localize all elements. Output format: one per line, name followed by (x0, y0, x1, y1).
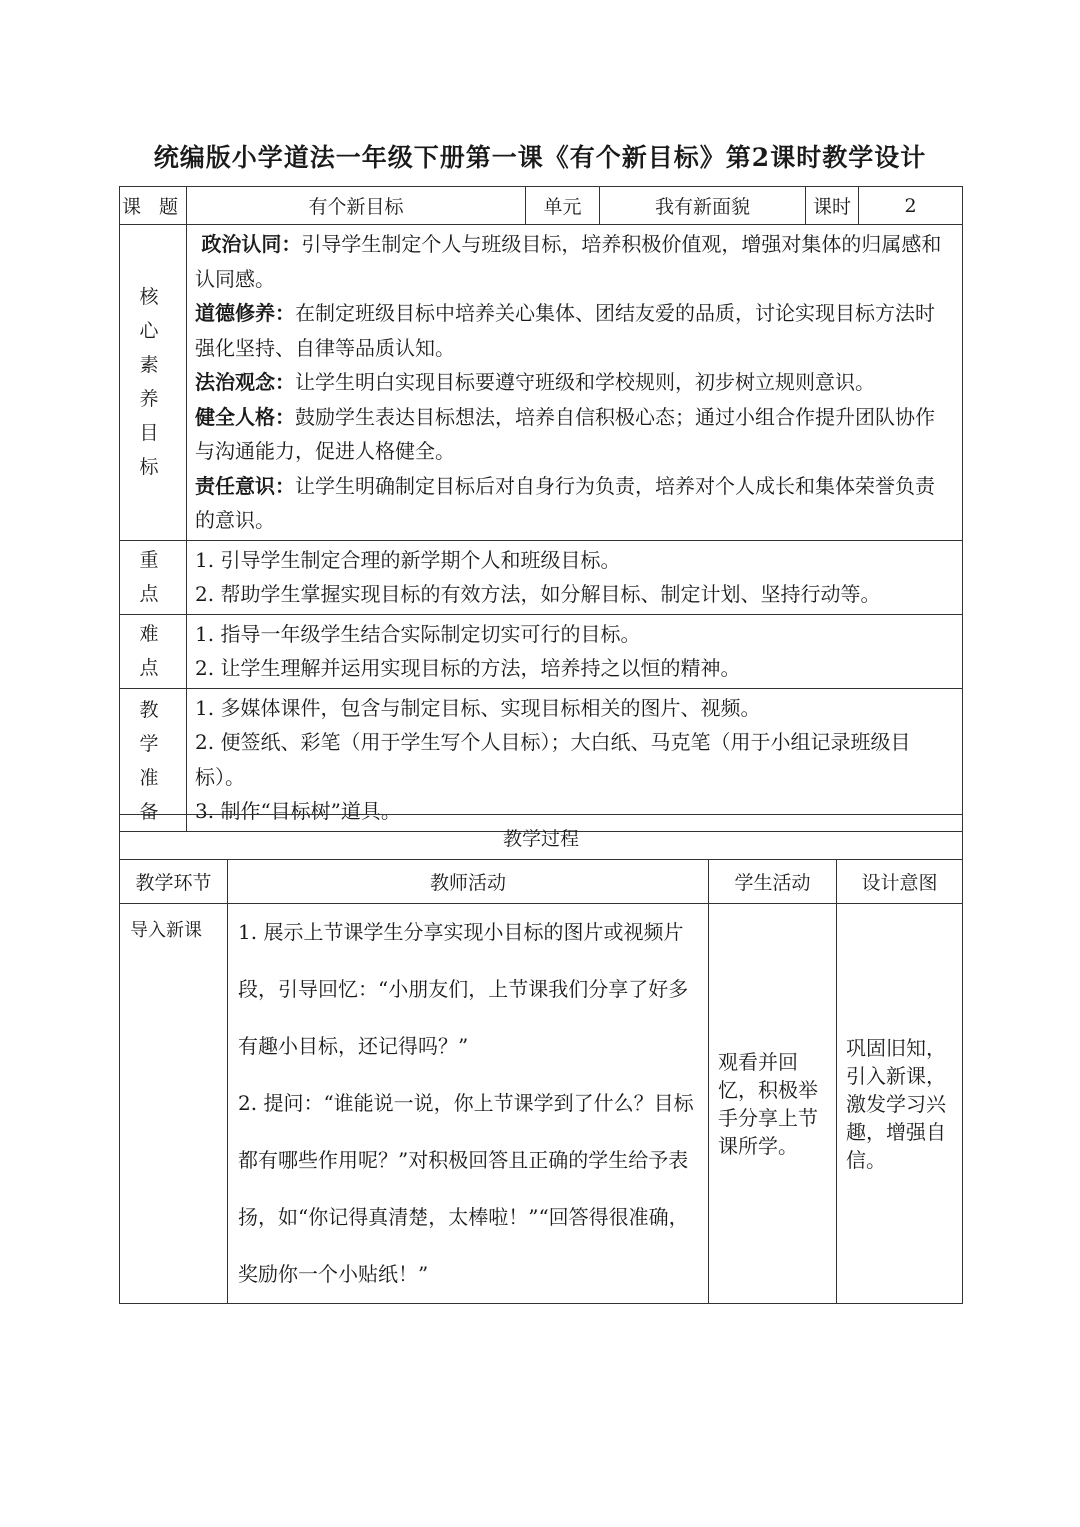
core-goal-item: 法治观念：让学生明白实现目标要遵守班级和学校规则，初步树立规则意识。 (195, 370, 875, 394)
difficult-points-content: 1. 指导一年级学生结合实际制定切实可行的目标。 2. 让学生理解并运用实现目标的方法，培养持之以恒的精神。 (187, 614, 963, 688)
teacher-activity-cell: 1. 展示上节课学生分享实现小目标的图片或视频片段，引导回忆：“小朋友们，上节课我们分享了好多有趣小目标，还记得吗？” 2. 提问：“谁能说一说，你上节课学到了什么？目标都有哪些作用呢？”对积极回答且正确的学生给予表扬，如“你记得真清楚，太棒啦！”“回答得很准确，奖励你一个小贴纸！” (228, 904, 709, 1304)
design-intent-cell: 巩固旧知，引入新课，激发学习兴趣，增强自信。 (837, 904, 963, 1304)
preparation-content: 1. 多媒体课件，包含与制定目标、实现目标相关的图片、视频。 2. 便签纸、彩笔（用于学生写个人目标）；大白纸、马克笔（用于小组记录班级目标）。 3. 制作“目标树”道具。 (187, 688, 963, 831)
topic-label: 课 题 (120, 187, 187, 225)
topic-value: 有个新目标 (187, 187, 526, 225)
header-row (120, 187, 963, 225)
document-title: 统编版小学道法一年级下册第一课《有个新目标》第2课时教学设计 (153, 143, 927, 172)
unit-value: 我有新面貌 (600, 187, 806, 225)
column-header: 教学环节 (120, 860, 228, 904)
core-goals-content (187, 225, 963, 541)
key-points-label: 重 点 (120, 540, 187, 614)
unit-label: 单元 (526, 187, 600, 225)
core-goal-item: 政治认同：引导学生制定个人与班级目标，培养积极价值观，增强对集体的归属感和认同感。 (195, 232, 942, 291)
process-title-row (120, 815, 963, 860)
core-goals-label: 核 心 素 养 目 标 (120, 225, 187, 541)
column-header: 教师活动 (228, 860, 709, 904)
table-row (120, 904, 963, 1304)
period-value: 2 (859, 187, 963, 225)
lesson-info-table (119, 186, 963, 832)
core-goal-item: 责任意识：让学生明确制定目标后对自身行为负责，培养对个人成长和集体荣誉负责的意识。 (195, 473, 935, 532)
preparation-label: 教 学 准 备 (120, 688, 187, 831)
core-goal-item: 健全人格：鼓励学生表达目标想法，培养自信积极心态；通过小组合作提升团队协作与沟通能力，促进人格健全。 (195, 404, 935, 463)
preparation-row (120, 688, 963, 831)
core-goal-item: 道德修养：在制定班级目标中培养关心集体、团结友爱的品质，讨论实现目标方法时强化坚持、自律等品质认知。 (195, 301, 935, 360)
teaching-process-table (119, 814, 963, 1304)
core-goals-row (120, 225, 963, 541)
key-points-content: 1. 引导学生制定合理的新学期个人和班级目标。 2. 帮助学生掌握实现目标的有效方法，如分解目标、制定计划、坚持行动等。 (187, 540, 963, 614)
process-title: 教学过程 (120, 815, 963, 860)
period-label: 课时 (806, 187, 859, 225)
difficult-points-row (120, 614, 963, 688)
column-header: 学生活动 (709, 860, 837, 904)
key-points-row (120, 540, 963, 614)
stage-cell: 导入新课 (120, 904, 228, 1304)
column-header: 设计意图 (837, 860, 963, 904)
process-header-row (120, 860, 963, 904)
student-activity-cell: 观看并回忆，积极举手分享上节课所学。 (709, 904, 837, 1304)
difficult-points-label: 难 点 (120, 614, 187, 688)
